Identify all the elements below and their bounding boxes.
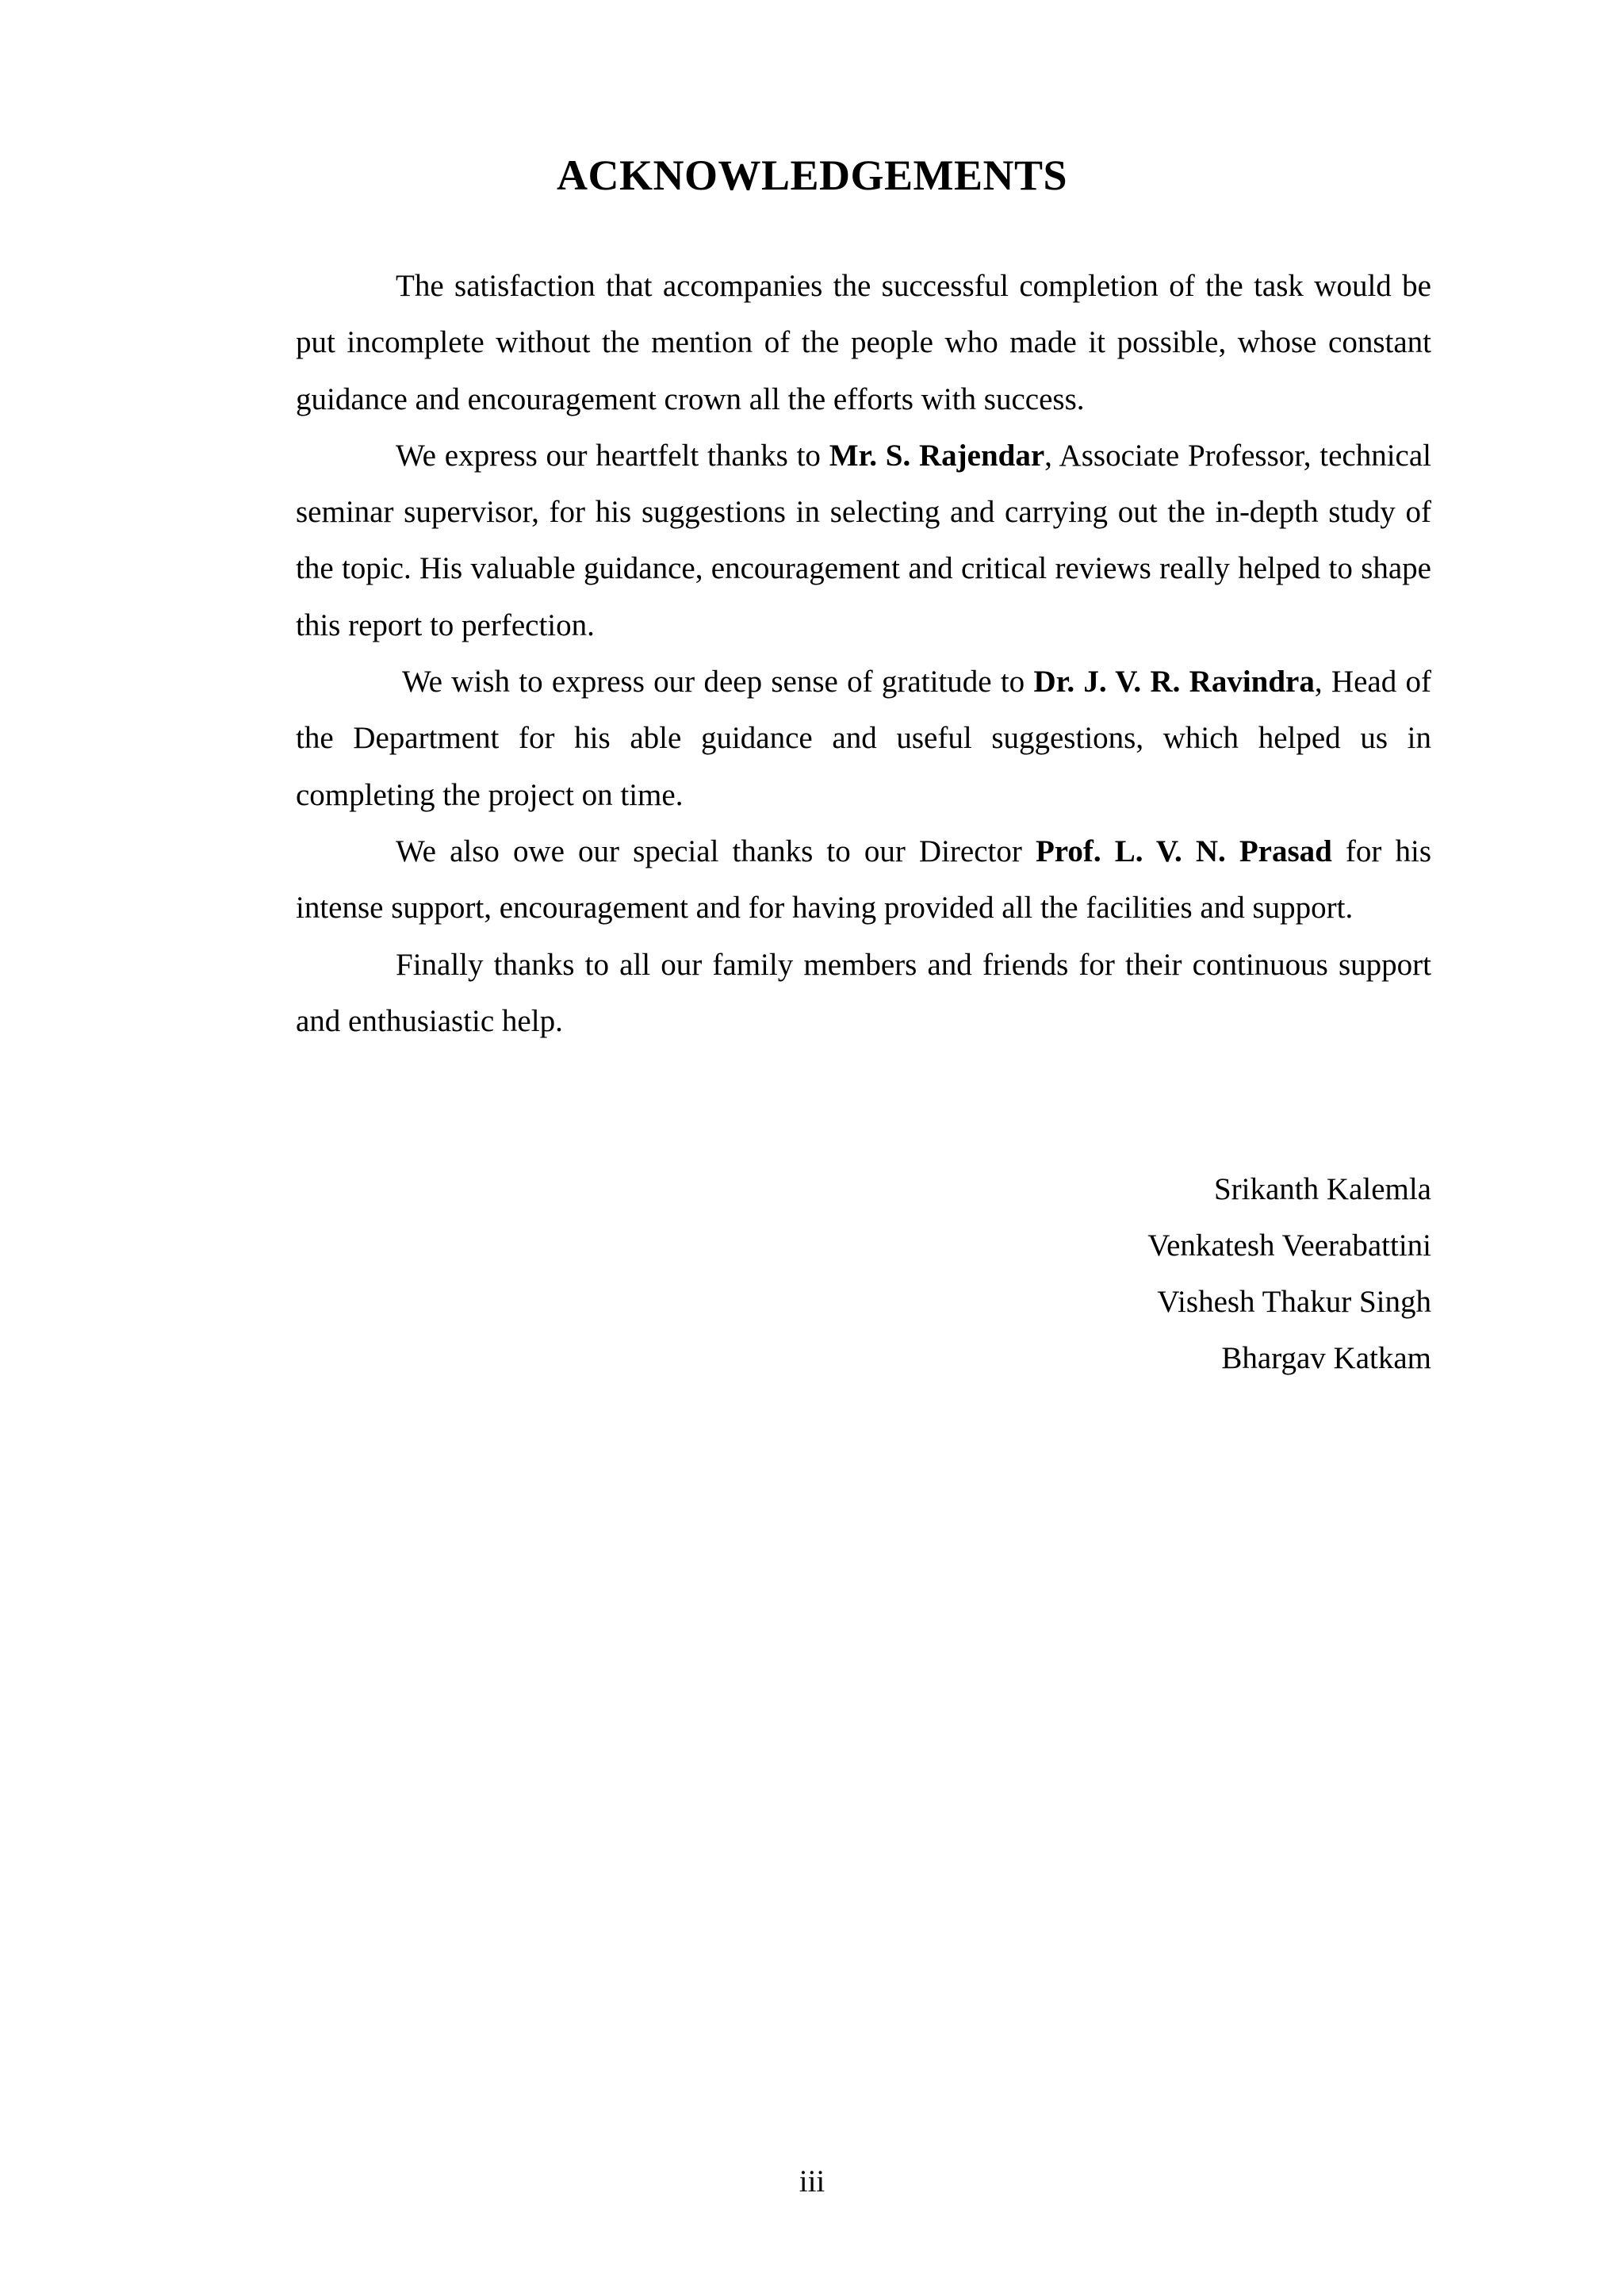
paragraph-director-thanks	[296, 823, 1431, 937]
page-title: ACKNOWLEDGEMENTS	[556, 151, 1068, 199]
page-number: iii	[799, 2164, 825, 2198]
paragraph-family-thanks: Finally thanks to all our family members and friends for their continuous support and enthusiastic help.	[296, 947, 1431, 1038]
signatory-name: Vishesh Thakur Singh	[1157, 1285, 1431, 1319]
paragraph-text: We wish to express our deep sense of gratitude to	[402, 665, 1034, 700]
paragraph-hod-thanks	[296, 654, 1431, 823]
paragraph-text: for his intense support, encouragement and for having provided all the facilities and support.	[296, 834, 1431, 926]
signatory-name: Venkatesh Veerabattini	[1147, 1228, 1431, 1263]
paragraph-text: We express our heartfelt thanks to	[396, 438, 829, 473]
director-name: Prof. L. V. N. Prasad	[1035, 834, 1332, 868]
paragraph-text: We also owe our special thanks to our Director	[396, 834, 1036, 868]
signatory-name: Bhargav Katkam	[1221, 1341, 1431, 1375]
hod-name: Dr. J. V. R. Ravindra	[1033, 665, 1315, 700]
paragraph-text: , Associate Professor, technical seminar supervisor, for his suggestions in selecting and carrying out the in-depth study of the topic. His valuable guidance, encouragement and critical reviews really helped to shape this report to perfection.	[296, 438, 1431, 642]
signatory-list	[1147, 1161, 1431, 1386]
paragraph-satisfaction: The satisfaction that accompanies the successful completion of the task would be put incomplete without the mention of the people who made it possible, whose constant guidance and encouragement crown all the efforts with success.	[296, 269, 1431, 416]
signatory-name: Srikanth Kalemla	[1213, 1172, 1431, 1206]
supervisor-name: Mr. S. Rajendar	[829, 438, 1045, 473]
paragraph-text: , Head of the Department for his able guidance and useful suggestions, which helped us in completing the project on time.	[296, 665, 1431, 812]
paragraph-supervisor-thanks	[296, 427, 1431, 654]
acknowledgement-body	[296, 258, 1431, 1049]
